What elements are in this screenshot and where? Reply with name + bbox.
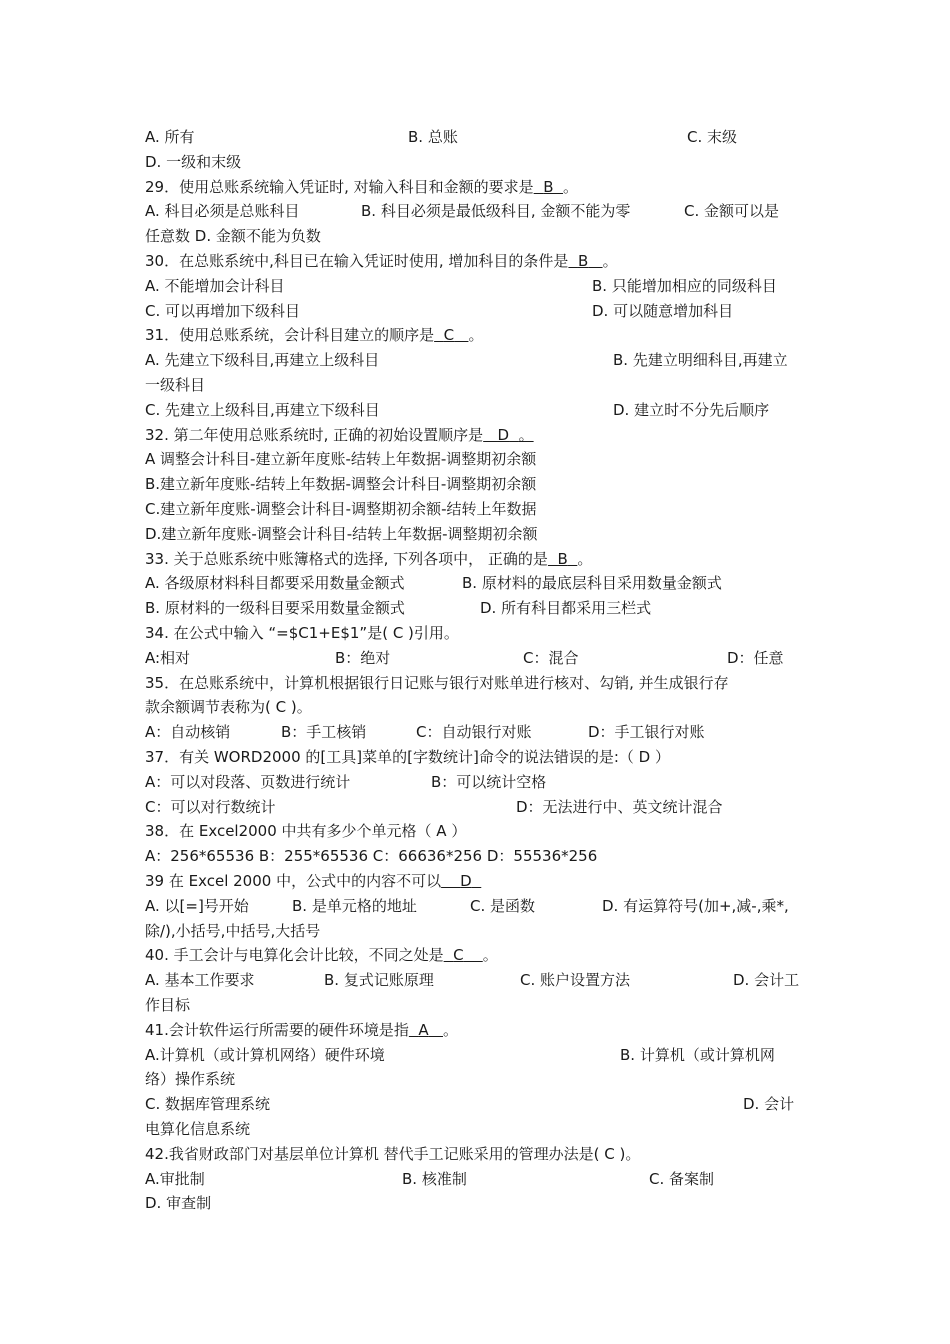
text-line xyxy=(145,373,815,398)
option-a: A. 各级原材料科目都要采用数量金额式 xyxy=(145,574,405,593)
question-38 xyxy=(145,819,815,844)
question-40 xyxy=(145,943,815,968)
answer-blank xyxy=(534,178,563,196)
line-text: B.建立新年度账-结转上年数据-调整会计科目-调整期初余额 xyxy=(145,475,537,494)
text-line xyxy=(145,894,815,919)
question-text: 32. 第二年使用总账系统时, 正确的初始设置顺序是 xyxy=(145,425,484,444)
option-a: A：自动核销 xyxy=(145,723,231,742)
option-a: A. 先建立下级科目,再建立上级科目 xyxy=(145,351,380,370)
question-35 xyxy=(145,671,815,696)
option-d: D：手工银行对账 xyxy=(588,723,705,742)
text-line xyxy=(145,695,815,720)
question-text: 37．有关 WORD2000 的[工具]菜单的[字数统计]命令的说法错误的是:（ D ） xyxy=(145,748,670,766)
text-line xyxy=(145,125,815,150)
text-line xyxy=(145,1043,815,1068)
question-suffix: 。 xyxy=(577,549,593,568)
question-39 xyxy=(145,869,815,894)
text-line xyxy=(145,472,815,497)
text-line xyxy=(145,844,815,869)
answer-blank xyxy=(483,426,533,444)
option-b: B. 只能增加相应的同级科目 xyxy=(592,276,777,295)
option-b: B. 总账 xyxy=(408,128,458,146)
option-a: A. 基本工作要求 xyxy=(145,971,255,990)
option-a: A：可以对段落、页数进行统计 xyxy=(145,772,351,791)
answer-blank xyxy=(434,326,468,344)
line-text: 款余额调节表称为( C )。 xyxy=(145,698,312,717)
text-line xyxy=(145,1117,815,1142)
option-b: B. 计算机（或计算机网 xyxy=(620,1045,775,1064)
line-text: A：256*65536 B：255*65536 C：66636*256 D：55536*256 xyxy=(145,847,598,866)
line-text: D. 一级和末级 xyxy=(145,152,242,171)
option-c: C. 数据库管理系统 xyxy=(145,1095,271,1114)
text-line xyxy=(145,1191,815,1216)
text-line xyxy=(145,596,815,621)
question-42 xyxy=(145,1142,815,1167)
option-a: A.计算机（或计算机网络）硬件环境 xyxy=(145,1045,385,1064)
question-29 xyxy=(145,175,815,200)
text-line xyxy=(145,199,815,224)
text-line xyxy=(145,968,815,993)
question-suffix: 。 xyxy=(468,326,484,345)
question-32 xyxy=(145,423,815,448)
answer-letter: C xyxy=(453,946,464,965)
option-d: D. 建立时不分先后顺序 xyxy=(613,400,770,419)
question-suffix: 。 xyxy=(482,946,498,965)
option-d: D. 所有科目都采用三栏式 xyxy=(480,599,652,618)
line-text: 电算化信息系统 xyxy=(145,1120,251,1138)
text-line xyxy=(145,720,815,745)
answer-blank xyxy=(568,252,602,270)
question-text: 33. 关于总账系统中账簿格式的选择, 下列各项中， 正确的是 xyxy=(145,549,548,568)
text-line xyxy=(145,646,815,671)
line-text: 作目标 xyxy=(145,996,191,1014)
question-41 xyxy=(145,1018,815,1043)
question-text: 29．使用总账系统输入凭证时, 对输入科目和金额的要求是 xyxy=(145,177,534,196)
answer-blank xyxy=(441,872,481,890)
question-text: 41.会计软件运行所需要的硬件环境是指 xyxy=(145,1020,409,1039)
option-d: D. 会计 xyxy=(743,1095,795,1114)
text-line xyxy=(145,1092,815,1117)
option-b: B. 原材料的一级科目要采用数量金额式 xyxy=(145,599,405,618)
text-line xyxy=(145,398,815,423)
text-line xyxy=(145,150,815,175)
line-text: C.建立新年度账-调整会计科目-调整期初余额-结转上年数据 xyxy=(145,500,537,518)
option-a: A. 科目必须是总账科目 xyxy=(145,202,300,221)
option-a: A.审批制 xyxy=(145,1169,205,1188)
option-a: A. 以[=]号开始 xyxy=(145,896,249,915)
option-b: B：手工核销 xyxy=(281,723,367,742)
option-c: C. 可以再增加下级科目 xyxy=(145,301,301,320)
option-d: D. 会计工 xyxy=(733,971,800,990)
option-c: C：混合 xyxy=(523,648,579,667)
question-suffix: 。 xyxy=(602,252,618,270)
answer-letter: B xyxy=(577,252,589,270)
option-b: B：可以统计空格 xyxy=(431,772,547,791)
line-text: A 调整会计科目-建立新年度账-结转上年数据-调整期初余额 xyxy=(145,450,537,469)
option-b: B. 核准制 xyxy=(402,1169,467,1188)
answer-letter: D xyxy=(497,425,510,444)
option-c: C. 末级 xyxy=(687,128,738,146)
question-33 xyxy=(145,547,815,572)
question-suffix: 。 xyxy=(518,425,534,444)
answer-letter: D xyxy=(460,872,472,890)
question-text: 38．在 Excel2000 中共有多少个单元格（ A ） xyxy=(145,822,467,841)
question-37 xyxy=(145,745,815,770)
line-text: D.建立新年度账-调整会计科目-结转上年数据-调整期初余额 xyxy=(145,524,538,543)
option-b: B. 复式记账原理 xyxy=(324,971,434,990)
text-line xyxy=(145,274,815,299)
line-text: D. 审查制 xyxy=(145,1194,212,1213)
text-line xyxy=(145,1167,815,1192)
question-text: 40. 手工会计与电算化会计比较，不同之处是 xyxy=(145,946,444,965)
option-b: B. 先建立明细科目,再建立 xyxy=(613,351,788,370)
text-line xyxy=(145,224,815,249)
answer-letter: C xyxy=(443,326,455,345)
question-text: 35．在总账系统中，计算机根据银行日记账与银行对账单进行核对、勾销, 并生成银行存 xyxy=(145,673,729,692)
option-a: A. 不能增加会计科目 xyxy=(145,276,285,295)
question-30 xyxy=(145,249,815,274)
option-d: D：任意 xyxy=(727,648,784,667)
question-suffix: 。 xyxy=(563,177,579,196)
text-line xyxy=(145,522,815,547)
answer-letter: B xyxy=(557,549,568,568)
question-text: 31．使用总账系统，会计科目建立的顺序是 xyxy=(145,326,435,345)
text-line xyxy=(145,299,815,324)
text-line xyxy=(145,770,815,795)
option-d: D. 有运算符号(加+,减-,乘*, xyxy=(602,896,789,915)
line-text: 络）操作系统 xyxy=(145,1070,236,1089)
option-b: B. 是单元格的地址 xyxy=(292,896,417,915)
question-text: 42.我省财政部门对基层单位计算机 替代手工记账采用的管理办法是( C )。 xyxy=(145,1144,641,1163)
text-line xyxy=(145,993,815,1018)
text-line xyxy=(145,348,815,373)
answer-blank xyxy=(409,1021,443,1039)
answer-letter: B xyxy=(543,177,554,196)
option-a: A:相对 xyxy=(145,648,191,667)
option-b: B：绝对 xyxy=(335,648,391,667)
question-text: 34. 在公式中输入 “=$C1+E$1”是( C )引用。 xyxy=(145,624,459,642)
line-text: 任意数 D. 金额不能为负数 xyxy=(145,227,321,246)
answer-blank xyxy=(548,550,577,568)
question-text: 39 在 Excel 2000 中，公式中的内容不可以 xyxy=(145,872,442,890)
answer-letter: A xyxy=(418,1020,429,1039)
text-line xyxy=(145,497,815,522)
question-31 xyxy=(145,323,815,348)
option-a: A. 所有 xyxy=(145,128,195,146)
option-b: B. 科目必须是最低级科目, 金额不能为零 xyxy=(361,202,631,221)
option-c: C. 账户设置方法 xyxy=(520,971,631,990)
option-c: C. 是函数 xyxy=(470,896,536,915)
option-c: C：可以对行数统计 xyxy=(145,797,276,816)
question-34 xyxy=(145,621,815,646)
line-text: 除/),小括号,中括号,大括号 xyxy=(145,921,321,940)
question-text: 30．在总账系统中,科目已在输入凭证时使用, 增加科目的条件是 xyxy=(145,252,569,270)
text-line xyxy=(145,571,815,596)
text-line xyxy=(145,795,815,820)
line-text: 一级科目 xyxy=(145,376,206,394)
option-c: C. 备案制 xyxy=(649,1169,715,1188)
option-c: C. 先建立上级科目,再建立下级科目 xyxy=(145,400,380,419)
text-line xyxy=(145,447,815,472)
option-d: D. 可以随意增加科目 xyxy=(592,301,734,320)
answer-blank xyxy=(444,946,483,964)
option-c: C. 金额可以是 xyxy=(684,202,780,221)
text-line xyxy=(145,1067,815,1092)
text-line xyxy=(145,919,815,944)
option-d: D：无法进行中、英文统计混合 xyxy=(516,797,723,816)
option-b: B. 原材料的最底层科目采用数量金额式 xyxy=(462,574,722,593)
question-suffix: 。 xyxy=(442,1020,458,1039)
option-c: C：自动银行对账 xyxy=(416,723,532,742)
